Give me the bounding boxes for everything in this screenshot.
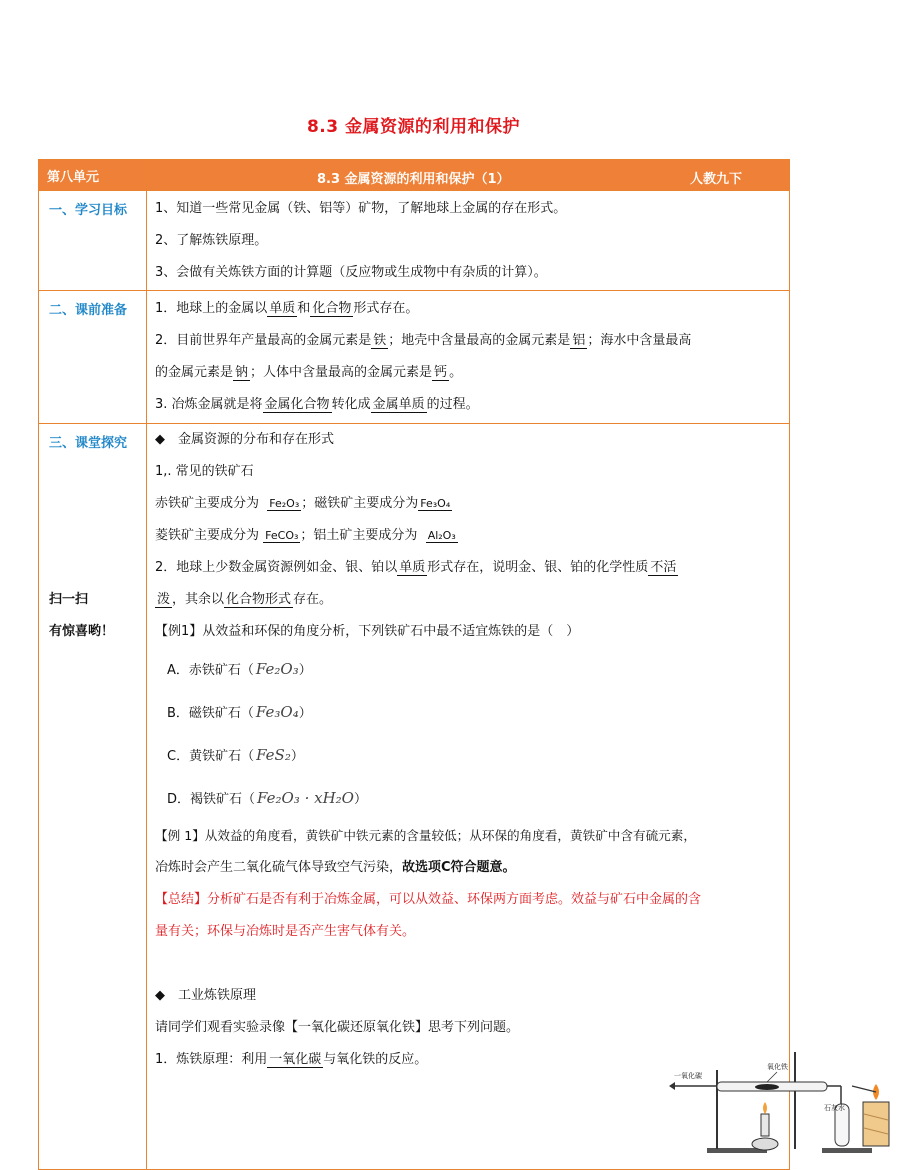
ore-line-1: 赤铁矿主要成分为 Fe₂O₃ ；磁铁矿主要成分为 Fe₃O₄ bbox=[155, 496, 451, 511]
lesson-table bbox=[38, 159, 845, 1170]
watch-video-line: 请同学们观看实验录像【一氧化碳还原氧化铁】思考下列问题。 bbox=[155, 1020, 520, 1035]
section-goals-label: 一、学习目标 bbox=[39, 191, 147, 291]
section-explore bbox=[39, 424, 790, 1170]
metal-line-2: 2．地球上少数金属资源例如金、银、铂以 单质 形式存在，说明金、银、铂的化学性质 不活 bbox=[155, 560, 677, 575]
section-goals bbox=[39, 191, 790, 291]
topic-distribution: ◆ 金属资源的分布和存在形式 bbox=[155, 432, 334, 447]
ore-line-2: 菱铁矿主要成分为 FeCO₃ ；铝土矿主要成分为 Al₂O₃ bbox=[155, 528, 456, 543]
section-prep-label: 二、课前准备 bbox=[39, 291, 147, 424]
topic-ironmaking: ◆ 工业炼铁原理 bbox=[155, 988, 256, 1003]
page-title: 8.3 金属资源的利用和保护 bbox=[306, 117, 521, 137]
goal-2: 2、了解炼铁原理。 bbox=[155, 233, 268, 248]
summary-line-2: 量有关；环保与冶炼时是否产生害气体有关。 bbox=[155, 924, 416, 939]
prep-line-1: 1．地球上的金属以 单质 和 化合物 形式存在。 bbox=[155, 301, 419, 316]
co-reduction-apparatus-diagram bbox=[667, 1044, 899, 1159]
unit-label: 第八单元 bbox=[39, 160, 147, 191]
option-b: B．磁铁矿石（ Fe₃O₄） bbox=[167, 703, 312, 721]
option-a: A．赤铁矿石（ Fe₂O₃） bbox=[167, 660, 312, 678]
ore-heading: 1,. 常见的铁矿石 bbox=[155, 464, 254, 479]
surprise-label: 有惊喜哟！ bbox=[49, 624, 115, 639]
answer-line-2: 冶炼时会产生二氧化硫气体导致空气污染，故选项C符合题意。 bbox=[155, 860, 516, 875]
scan-label: 扫一扫 bbox=[49, 592, 89, 607]
example-1: 【例1】从效益和环保的角度分析，下列铁矿石中最不适宜炼铁的是（ ） bbox=[155, 624, 580, 639]
prep-line-2: 2．目前世界年产量最高的金属元素是 铁 ；地壳中含量最高的金属元素是 铝 ；海水中含量最高 bbox=[155, 333, 692, 348]
option-c: C．黄铁矿石（ FeS₂） bbox=[167, 746, 304, 764]
co-label: 一氧化碳 bbox=[674, 1072, 702, 1080]
option-d: D．褐铁矿石（ Fe₂O₃ · xH₂O） bbox=[167, 789, 367, 807]
principle-line: 1．炼铁原理：利用 一氧化碳 与氧化铁的反应。 bbox=[155, 1052, 428, 1067]
prep-line-4: 3. 冶炼金属就是将 金属化合物 转化成 金属单质 的过程。 bbox=[155, 397, 479, 412]
fe-oxide-label: 氧化铁 bbox=[767, 1063, 788, 1071]
lesson-title: 8.3 金属资源的利用和保护（1） bbox=[317, 172, 510, 187]
prep-line-3: 的金属元素是 钠 ；人体中含量最高的金属元素是 钙 。 bbox=[155, 365, 463, 380]
table-header-row bbox=[39, 160, 790, 191]
goal-1: 1、知道一些常见金属（铁、铝等）矿物，了解地球上金属的存在形式。 bbox=[155, 201, 567, 216]
stand-base-right bbox=[822, 1148, 872, 1153]
summary-line-1: 【总结】分析矿石是否有利于冶炼金属，可以从效益、环保两方面考虑。效益与矿石中金属的含 bbox=[155, 892, 702, 907]
metal-line-3: 泼 ，其余以 化合物形式 存在。 bbox=[157, 592, 333, 607]
answer-line-1: 【例 1】从效益的角度看，黄铁矿中铁元素的含量较低；从环保的角度看，黄铁矿中含有硫元素， bbox=[155, 828, 696, 843]
section-explore-label: 三、课堂探究 bbox=[49, 436, 128, 451]
goal-3: 3、会做有关炼铁方面的计算题（反应物或生成物中有杂质的计算）。 bbox=[155, 265, 547, 280]
limewater-label: 石灰水 bbox=[824, 1104, 845, 1112]
edition-label: 人教九下 bbox=[690, 172, 743, 187]
section-prep bbox=[39, 291, 790, 424]
